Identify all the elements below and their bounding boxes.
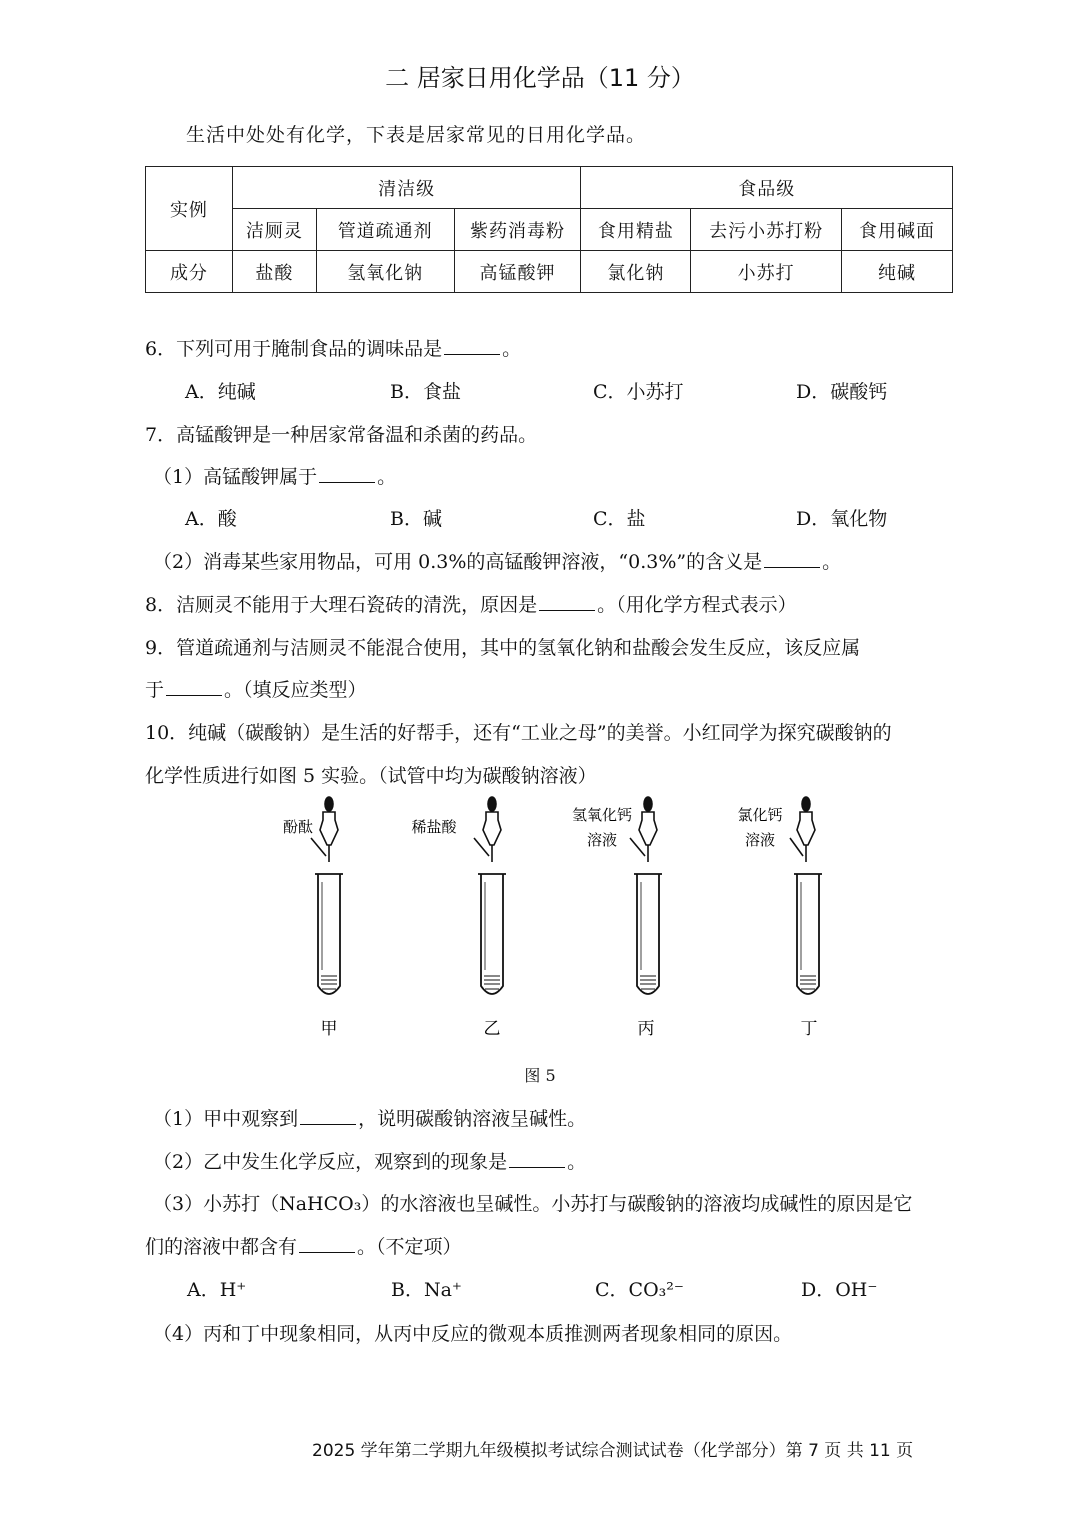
tube-label: 丁 <box>800 1019 818 1039</box>
answer-blank[interactable] <box>319 464 375 483</box>
q10-option: C．CO₃²⁻ <box>595 1279 684 1301</box>
q9-line1: 9．管道疏通剂与洁厕灵不能混合使用，其中的氢氧化钠和盐酸会发生反应，该反应属 <box>145 637 861 659</box>
component-cell: 高锰酸钾 <box>454 251 581 293</box>
answer-blank[interactable] <box>764 549 820 568</box>
q10-part3-line2: 们的溶液中都含有 。（不定项） <box>145 1236 462 1258</box>
component-cell: 氯化钠 <box>581 251 691 293</box>
answer-blank[interactable] <box>539 592 595 611</box>
product-cell: 管道疏通剂 <box>316 209 454 251</box>
reagent-label: 溶液 <box>586 831 618 849</box>
page-footer: 2025 学年第二学期九年级模拟考试综合测试试卷（化学部分）第 7 页 共 11 页 <box>312 1441 914 1461</box>
answer-blank[interactable] <box>300 1106 356 1125</box>
q10-part4: （4）丙和丁中现象相同，从丙中反应的微观本质推测两者现象相同的原因。 <box>153 1323 793 1345</box>
q6-option: A．纯碱 <box>185 381 256 403</box>
q7-part1: （1）高锰酸钾属于 。 <box>153 466 397 488</box>
q10-line2: 化学性质进行如图 5 实验。（试管中均为碳酸钠溶液） <box>145 765 597 787</box>
component-cell: 纯碱 <box>842 251 953 293</box>
q7-stem: 7．高锰酸钾是一种居家常备温和杀菌的药品。 <box>145 424 538 446</box>
tube-label: 甲 <box>320 1019 338 1039</box>
product-cell: 洁厕灵 <box>232 209 316 251</box>
q6-option: B．食盐 <box>390 381 461 403</box>
component-cell: 小苏打 <box>691 251 842 293</box>
q10-part1: （1）甲中观察到 ，说明碳酸钠溶液呈碱性。 <box>153 1108 587 1130</box>
q9-line2: 于 。（填反应类型） <box>145 679 367 701</box>
q10-line1: 10．纯碱（碳酸钠）是生活的好帮手，还有“工业之母”的美誉。小红同学为探究碳酸钠的 <box>145 722 892 744</box>
reagent-label: 溶液 <box>744 831 776 849</box>
dropper-icon <box>311 797 338 862</box>
q7-option: D．氧化物 <box>796 508 888 530</box>
product-cell: 食用碱面 <box>842 209 953 251</box>
row-header-example: 实例 <box>146 167 233 251</box>
reagent-label: 酚酞 <box>282 818 314 836</box>
dropper-icon <box>790 797 815 862</box>
row-header-component: 成分 <box>146 251 233 293</box>
component-cell: 氢氧化钠 <box>316 251 454 293</box>
q6-option: D．碳酸钙 <box>796 381 888 403</box>
q7-option: B．碱 <box>390 508 442 530</box>
q10-option: B．Na⁺ <box>391 1279 462 1301</box>
group-food: 食品级 <box>581 167 953 209</box>
reagent-label: 氯化钙 <box>737 806 783 824</box>
q6-option: C．小苏打 <box>593 381 684 403</box>
product-cell: 去污小苏打粉 <box>691 209 842 251</box>
answer-blank[interactable] <box>509 1149 565 1168</box>
reagent-label: 氢氧化钙 <box>571 806 633 824</box>
dropper-icon <box>630 797 657 862</box>
q10-option: A．H⁺ <box>187 1279 247 1301</box>
section-title: 二 居家日用化学品（11 分） <box>385 64 695 92</box>
q10-part2: （2）乙中发生化学反应，观察到的现象是 。 <box>153 1151 587 1173</box>
answer-blank[interactable] <box>444 336 500 355</box>
tube-label: 丙 <box>637 1019 655 1039</box>
component-cell: 盐酸 <box>232 251 316 293</box>
reagent-label: 稀盐酸 <box>411 818 457 836</box>
tube-label: 乙 <box>483 1019 501 1039</box>
test-tube-jia <box>283 797 343 1039</box>
chemicals-table <box>145 166 953 293</box>
group-cleaning: 清洁级 <box>232 167 581 209</box>
answer-blank[interactable] <box>299 1234 355 1253</box>
section-intro: 生活中处处有化学，下表是居家常见的日用化学品。 <box>186 124 647 146</box>
test-tube-ding <box>737 797 822 1039</box>
test-tube-bing <box>572 797 662 1039</box>
answer-blank[interactable] <box>166 677 222 696</box>
test-tube-yi <box>411 797 506 1039</box>
figure-caption: 图 5 <box>524 1066 556 1085</box>
q6-stem: 6．下列可用于腌制食品的调味品是 。 <box>145 338 522 360</box>
figure-5-test-tubes <box>0 790 1080 1050</box>
product-cell: 紫药消毒粉 <box>454 209 581 251</box>
dropper-icon <box>474 797 501 862</box>
q10-part3-line1: （3）小苏打（NaHCO₃）的水溶液也呈碱性。小苏打与碳酸钠的溶液均成碱性的原因是它 <box>153 1193 913 1215</box>
q7-option: C．盐 <box>593 508 646 530</box>
q7-part2: （2）消毒某些家用物品，可用 0.3%的高锰酸钾溶液，“0.3%”的含义是 。 <box>153 551 842 573</box>
q8-stem: 8．洁厕灵不能用于大理石瓷砖的清洗，原因是 。（用化学方程式表示） <box>145 594 797 616</box>
q10-option: D．OH⁻ <box>801 1279 878 1301</box>
q7-option: A．酸 <box>185 508 237 530</box>
product-cell: 食用精盐 <box>581 209 691 251</box>
